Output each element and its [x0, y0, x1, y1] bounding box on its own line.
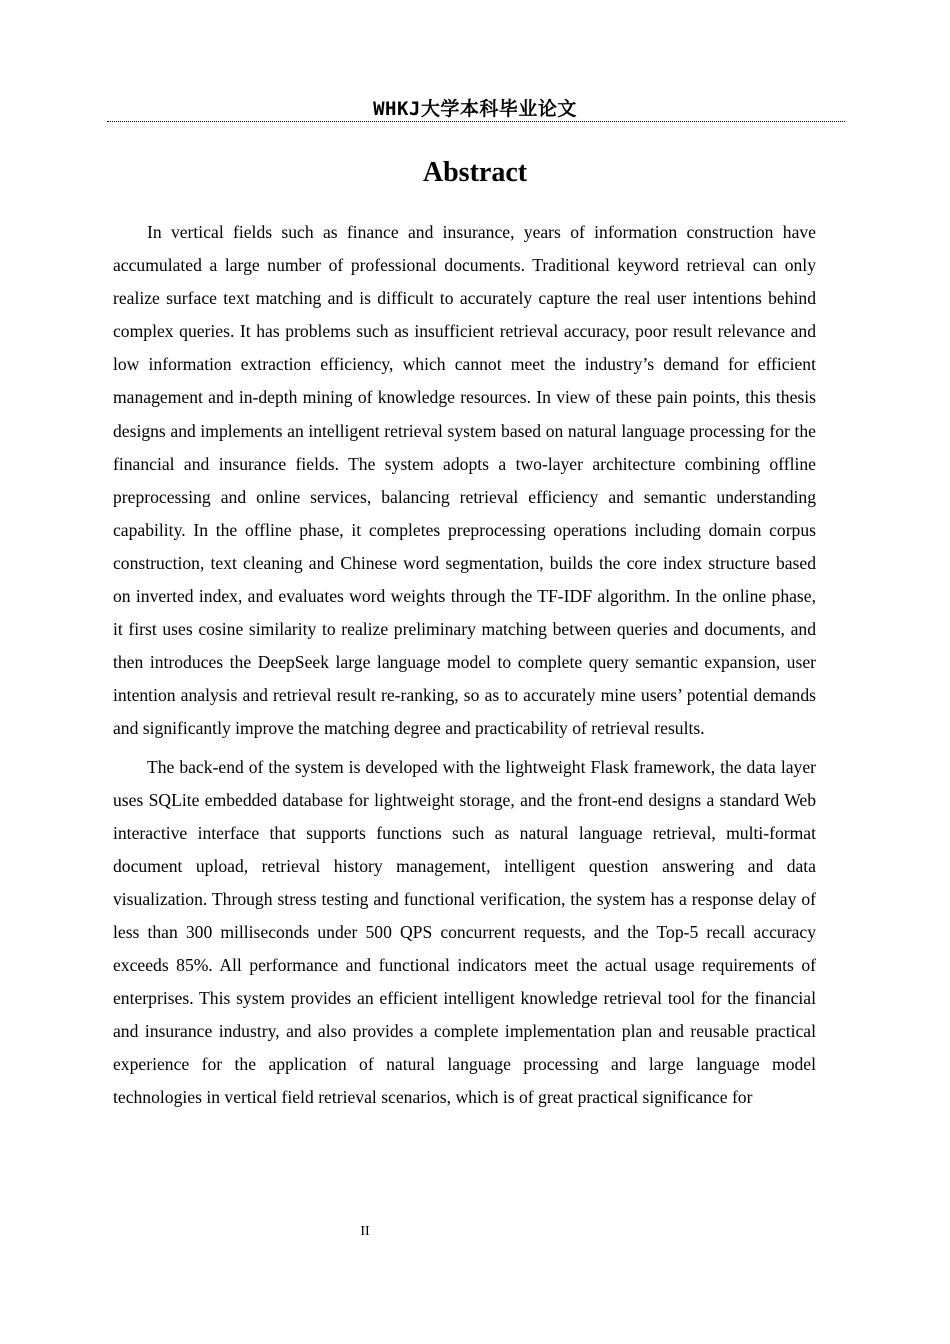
running-header-title: WHKJ大学本科毕业论文	[373, 98, 577, 120]
abstract-body	[113, 216, 816, 1115]
header-dotted-rule	[107, 121, 845, 122]
page-number: II	[360, 1224, 370, 1239]
abstract-heading: Abstract	[422, 157, 528, 188]
abstract-paragraph-1: In vertical fields such as finance and insurance, years of information construction have accumulated a large number of professional documents. Traditional keyword retrieval can only realize surface text matching and is difficult to accurately capture the real user intentions behind complex queries. It has problems such as insufficient retrieval accuracy, poor result relevance and low information extraction efficiency, which cannot meet the industry’s demand for efficient management and in-depth mining of knowledge resources. In view of these pain points, this thesis designs and implements an intelligent retrieval system based on natural language processing for the financial and insurance fields. The system adopts a two-layer architecture combining offline preprocessing and online services, balancing retrieval efficiency and semantic understanding capability. In the offline phase, it completes preprocessing operations including domain corpus construction, text cleaning and Chinese word segmentation, builds the core index structure based on inverted index, and evaluates word weights through the TF-IDF algorithm. In the online phase, it first uses cosine similarity to realize preliminary matching between queries and documents, and then introduces the DeepSeek large language model to complete query semantic expansion, user intention analysis and retrieval result re-ranking, so as to accurately mine users’ potential demands and significantly improve the matching degree and practicability of retrieval results.	[113, 222, 816, 739]
abstract-paragraph-2: The back-end of the system is developed with the lightweight Flask framework, the data layer uses SQLite embedded database for lightweight storage, and the front-end designs a standard Web interactive interface that supports functions such as natural language retrieval, multi-format document upload, retrieval history management, intelligent question answering and data visualization. Through stress testing and functional verification, the system has a response delay of less than 300 milliseconds under 500 QPS concurrent requests, and the Top-5 recall accuracy exceeds 85%. All performance and functional indicators meet the actual usage requirements of enterprises. This system provides an efficient intelligent knowledge retrieval tool for the financial and insurance industry, and also provides a complete implementation plan and reusable practical experience for the application of natural language processing and large language model technologies in vertical field retrieval scenarios, which is of great practical significance for	[113, 756, 816, 1108]
